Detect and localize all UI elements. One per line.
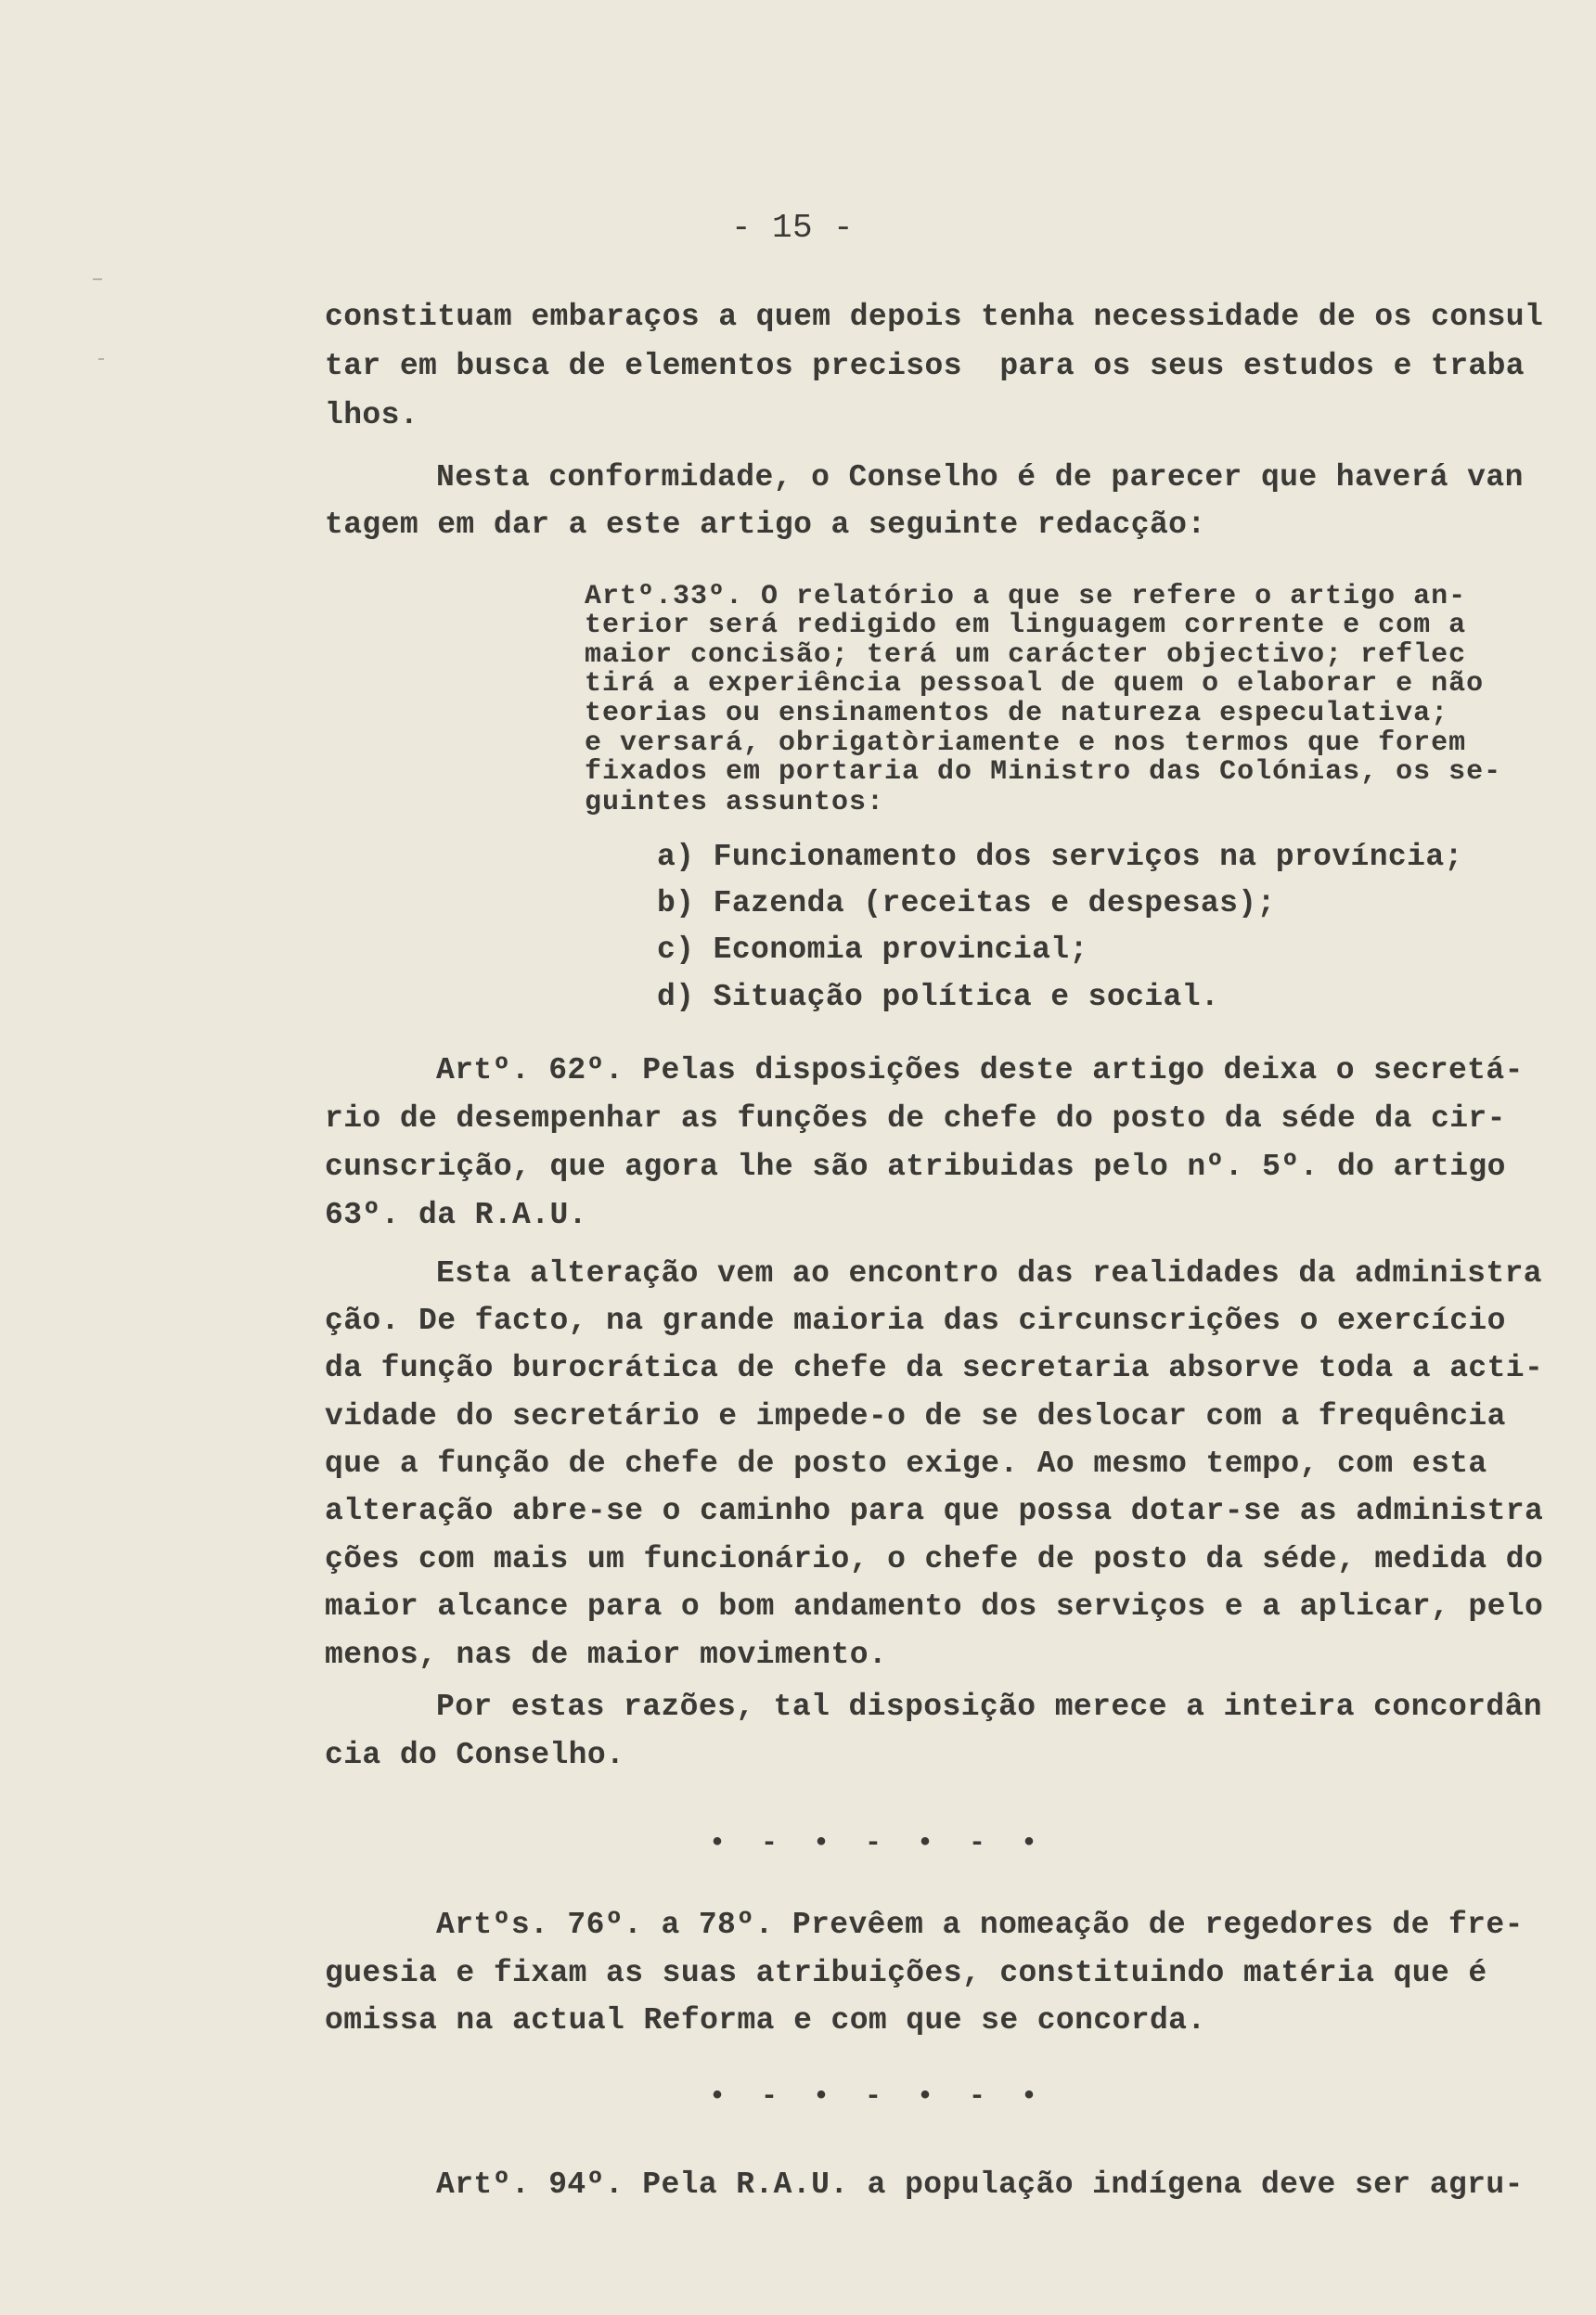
list-item: b) Fazenda (receitas e despesas);	[657, 886, 1276, 920]
quote-line: e versará, obrigatòriamente e nos termos que forem	[585, 727, 1467, 759]
text-line: cia do Conselho.	[325, 1738, 625, 1772]
text-line: tagem em dar a este artigo a seguinte redacção:	[325, 508, 1206, 542]
section-separator: • - • - • - •	[709, 1828, 1048, 1859]
section-separator: • - • - • - •	[709, 2081, 1048, 2113]
text-line: 63º. da R.A.U.	[325, 1198, 587, 1232]
text-line: cunscrição, que agora lhe são atribuidas pelo nº. 5º. do artigo	[325, 1150, 1506, 1184]
text-line: rio de desempenhar as funções de chefe do posto da séde da cir-	[325, 1101, 1506, 1136]
margin-mark	[93, 278, 102, 280]
text-line: Esta alteração vem ao encontro das realidades da administra	[436, 1256, 1542, 1291]
text-line: ção. De facto, na grande maioria das circunscrições o exercício	[325, 1304, 1506, 1338]
quote-line: guintes assuntos:	[585, 787, 885, 818]
text-line: alteração abre-se o caminho para que possa dotar-se as administra	[325, 1494, 1544, 1528]
text-line: Artºs. 76º. a 78º. Prevêem a nomeação de regedores de fre-	[436, 1908, 1524, 1942]
text-line: maior alcance para o bom andamento dos serviços e a aplicar, pelo	[325, 1589, 1544, 1624]
quote-line: teorias ou ensinamentos de natureza especulativa;	[585, 698, 1449, 729]
text-line: vidade do secretário e impede-o de se deslocar com a frequência	[325, 1399, 1506, 1434]
text-line: tar em busca de elementos precisos para os seus estudos e traba	[325, 349, 1525, 383]
quote-line: fixados em portaria do Ministro das Colónias, os se-	[585, 756, 1502, 788]
text-line: constituam embaraços a quem depois tenha necessidade de os consul	[325, 300, 1544, 334]
text-line: guesia e fixam as suas atribuições, constituindo matéria que é	[325, 1956, 1487, 1990]
text-line: omissa na actual Reforma e com que se concorda.	[325, 2003, 1206, 2038]
quote-line: tirá a experiência pessoal de quem o elaborar e não	[585, 668, 1485, 700]
text-line: lhos.	[325, 398, 419, 432]
text-line: Artº. 62º. Pelas disposições deste artigo deixa o secretá-	[436, 1053, 1524, 1087]
text-line: da função burocrática de chefe da secretaria absorve toda a acti-	[325, 1351, 1544, 1385]
text-line: Nesta conformidade, o Conselho é de parecer que haverá van	[436, 460, 1524, 495]
text-line: Artº. 94º. Pela R.A.U. a população indígena deve ser agru-	[436, 2167, 1524, 2202]
margin-mark	[98, 358, 104, 360]
quote-line: maior concisão; terá um carácter objectivo; reflec	[585, 639, 1467, 671]
page-number: - 15 -	[731, 209, 855, 247]
text-line: ções com mais um funcionário, o chefe de posto da séde, medida do	[325, 1542, 1544, 1576]
text-line: que a função de chefe de posto exige. Ao mesmo tempo, com esta	[325, 1447, 1487, 1481]
text-line: Por estas razões, tal disposição merece a inteira concordân	[436, 1690, 1542, 1724]
list-item: a) Funcionamento dos serviços na província;	[657, 840, 1463, 874]
list-item: d) Situação política e social.	[657, 980, 1220, 1014]
list-item: c) Economia provincial;	[657, 932, 1088, 967]
text-line: menos, nas de maior movimento.	[325, 1638, 888, 1672]
quote-line: terior será redigido em linguagem corrente e com a	[585, 610, 1467, 641]
quote-line: Artº.33º. O relatório a que se refere o artigo an-	[585, 581, 1467, 612]
